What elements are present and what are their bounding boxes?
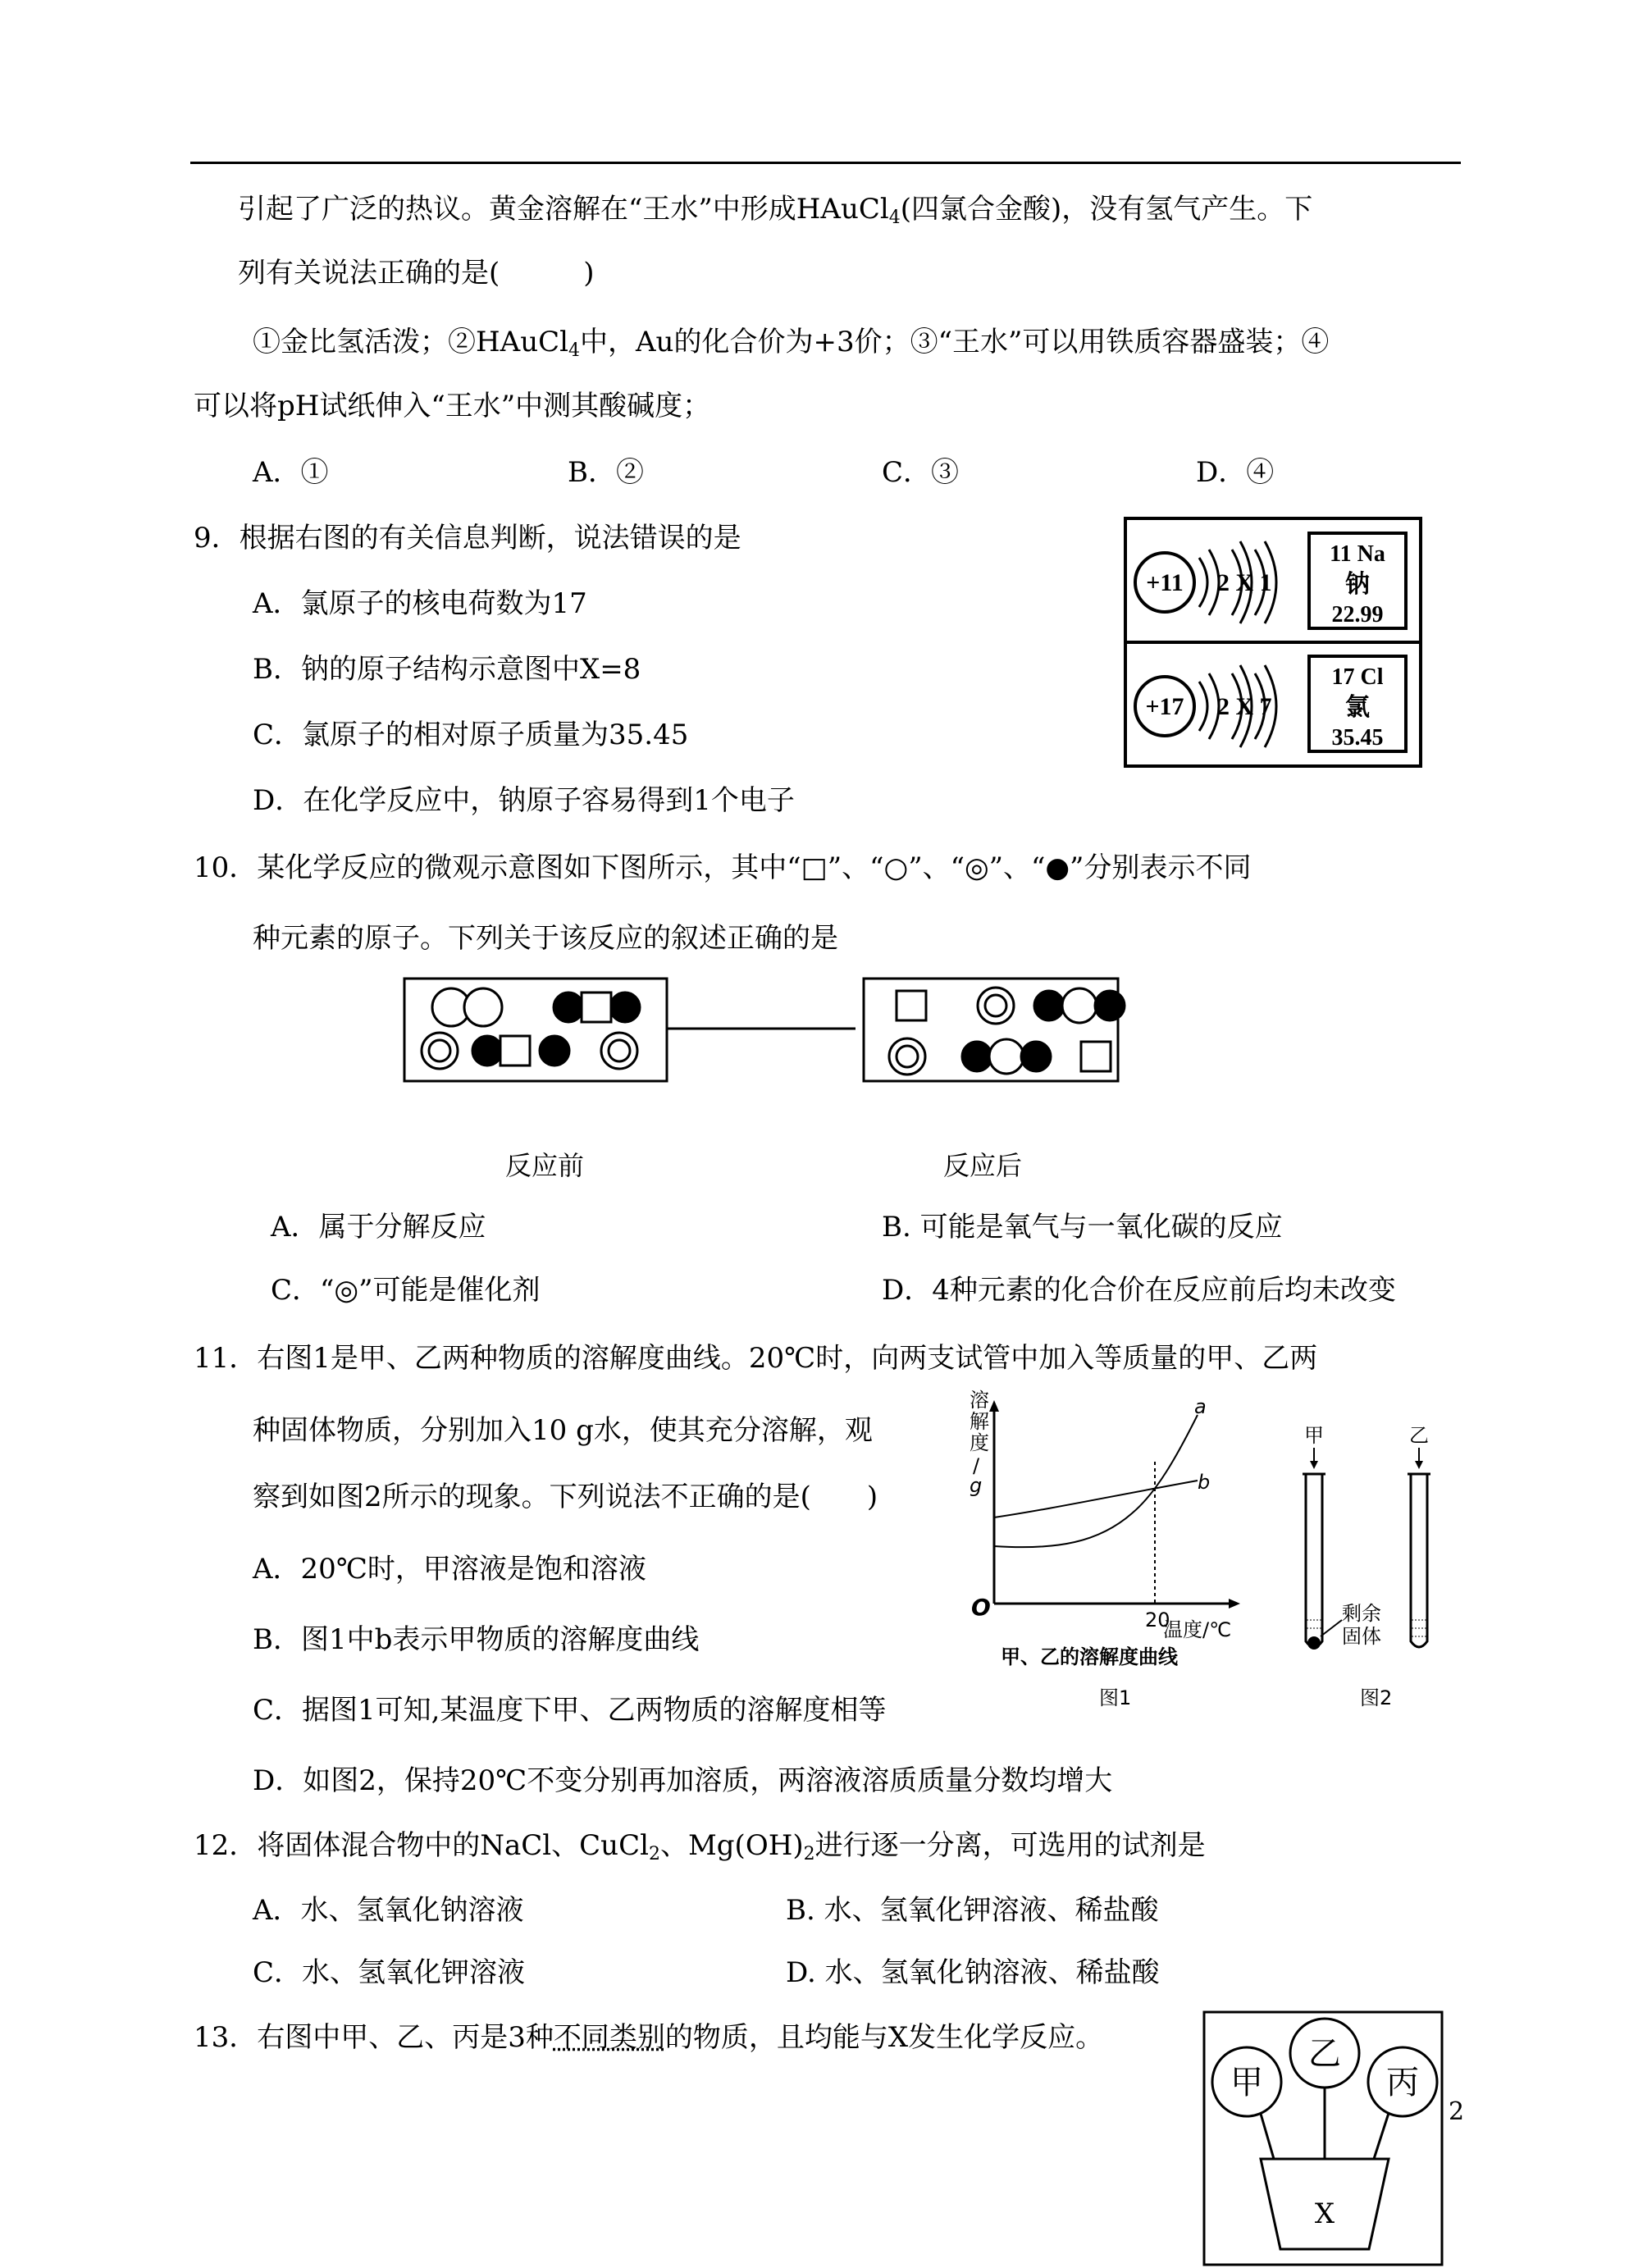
residue-label-2: 固体 bbox=[1342, 1625, 1381, 1648]
q8-line-1: 引起了广泛的热议。黄金溶解在“王水”中形成HAuCl$_4$(四氯合金酸)，没有氢气产生。下 bbox=[238, 193, 1313, 228]
tube-jia bbox=[1306, 1474, 1322, 1647]
na-shell-electrons: 2 X 1 bbox=[1217, 569, 1272, 596]
q9-option-a: A．氯原子的核电荷数为17 bbox=[253, 587, 587, 620]
q9-stem: 9．根据右图的有关信息判断，说法错误的是 bbox=[194, 522, 741, 554]
q12-option-c: C．水、氢氧化钾溶液 bbox=[253, 1956, 526, 1989]
q12-option-b: B. 水、氢氧化钾溶液、稀盐酸 bbox=[786, 1894, 1159, 1927]
page-number: 2 bbox=[1449, 2097, 1465, 2126]
q11-option-c: C．据图1可知,某温度下甲、乙两物质的溶解度相等 bbox=[253, 1694, 887, 1727]
q13-stem: 13．右图中甲、乙、丙是3种不同类别的物质，且均能与X发生化学反应。 bbox=[194, 2021, 1104, 2054]
q11-stem-1: 11．右图1是甲、乙两种物质的溶解度曲线。20℃时，向两支试管中加入等质量的甲、乙两 bbox=[194, 1342, 1318, 1375]
q12-option-a: A．水、氢氧化钠溶液 bbox=[253, 1894, 524, 1927]
q10-stem-2: 种元素的原子。下列关于该反应的叙述正确的是 bbox=[253, 922, 838, 955]
q11-option-a: A．20℃时，甲溶液是饱和溶液 bbox=[253, 1553, 646, 1586]
na-number-symbol: 11 Na bbox=[1330, 541, 1385, 567]
cl-mass: 35.45 bbox=[1331, 725, 1384, 751]
header-rule bbox=[190, 162, 1461, 164]
q8-option-d: D．④ bbox=[1196, 456, 1275, 489]
jia-label: 甲 bbox=[1230, 2064, 1263, 2101]
cl-number-symbol: 17 Cl bbox=[1331, 664, 1384, 690]
q10-option-c: C．“◎”可能是催化剂 bbox=[271, 1274, 541, 1307]
x-axis-label: 温度/℃ bbox=[1163, 1618, 1232, 1641]
y-axis-label-1: 溶 bbox=[970, 1389, 989, 1412]
fig1-label: 图1 bbox=[1099, 1686, 1132, 1709]
tube-jia-label: 甲 bbox=[1304, 1424, 1324, 1447]
residue-label-1: 剩余 bbox=[1342, 1602, 1381, 1625]
atom-structure-figure bbox=[1124, 517, 1427, 771]
y-axis-label-3: 度 bbox=[970, 1431, 989, 1454]
curve-b-label: b bbox=[1198, 1471, 1211, 1494]
y-axis-label-2: 解 bbox=[970, 1410, 989, 1433]
cl-shell-electrons: 2 X 7 bbox=[1217, 693, 1272, 720]
tube-yi-label: 乙 bbox=[1409, 1424, 1429, 1447]
q8-line-4: 可以将pH试纸伸入“王水”中测其酸碱度； bbox=[194, 390, 711, 422]
yi-label: 乙 bbox=[1308, 2035, 1341, 2073]
after-label: 反应后 bbox=[943, 1150, 1023, 1181]
q11-option-b: B．图1中b表示甲物质的溶解度曲线 bbox=[253, 1623, 700, 1656]
q13-stem-underlined: 不同类别 bbox=[553, 2021, 665, 2054]
y-axis-label-4: / bbox=[973, 1454, 980, 1477]
q8-option-a: A．① bbox=[253, 456, 329, 489]
chart-title: 甲、乙的溶解度曲线 bbox=[1001, 1645, 1178, 1668]
x-label: X bbox=[1314, 2197, 1335, 2230]
q12-stem: 12．将固体混合物中的NaCl、CuCl$_2$、$Mg(OH)_2$进行逐一分离，可选用的试剂是 bbox=[194, 1829, 1206, 1864]
na-mass: 22.99 bbox=[1331, 602, 1384, 627]
curve-a-label: a bbox=[1194, 1395, 1207, 1418]
q10-option-a: A．属于分解反应 bbox=[271, 1211, 486, 1244]
q9-option-d: D．在化学反应中，钠原子容易得到1个电子 bbox=[253, 784, 795, 817]
q9-option-b: B．钠的原子结构示意图中X=8 bbox=[253, 653, 641, 686]
before-label: 反应前 bbox=[505, 1150, 585, 1181]
y-axis-label-5: g bbox=[970, 1474, 983, 1497]
flower-pot-figure bbox=[1202, 2010, 1448, 2268]
curve-a bbox=[994, 1415, 1198, 1547]
q10-option-d: D．4种元素的化合价在反应前后均未改变 bbox=[882, 1274, 1396, 1307]
x-tick-20: 20 bbox=[1145, 1609, 1170, 1631]
reaction-diagram bbox=[400, 974, 1155, 1163]
origin-label: O bbox=[971, 1594, 991, 1621]
q8-option-c: C．③ bbox=[882, 456, 960, 489]
fig2-label: 图2 bbox=[1360, 1686, 1393, 1709]
q11-option-d: D．如图2，保持20℃不变分别再加溶质，两溶液溶质质量分数均增大 bbox=[253, 1764, 1113, 1797]
cl-name: 氯 bbox=[1345, 694, 1370, 721]
q9-option-c: C．氯原子的相对原子质量为35.45 bbox=[253, 719, 689, 751]
na-name: 钠 bbox=[1345, 571, 1370, 598]
tube-yi bbox=[1411, 1474, 1427, 1647]
solubility-figure bbox=[951, 1382, 1460, 1710]
q11-stem-3: 察到如图2所示的现象。下列说法不正确的是( ) bbox=[253, 1481, 878, 1513]
q8-line-2: 列有关说法正确的是( ) bbox=[238, 257, 595, 290]
na-nucleus-charge: +11 bbox=[1146, 569, 1184, 596]
q10-stem-1: 10．某化学反应的微观示意图如下图所示，其中“□”、“○”、“◎”、“●”分别表示不同 bbox=[194, 851, 1252, 884]
curve-b bbox=[994, 1481, 1198, 1517]
bing-label: 丙 bbox=[1386, 2064, 1419, 2101]
q8-line-3: ①金比氢活泼；②HAuCl$_4$中，Au的化合价为+3价；③“王水”可以用铁质容器盛装；④ bbox=[253, 326, 1330, 361]
q10-option-b: B. 可能是氧气与一氧化碳的反应 bbox=[882, 1211, 1283, 1244]
q11-stem-2: 种固体物质，分别加入10 g水，使其充分溶解，观 bbox=[253, 1414, 873, 1447]
residue-solid bbox=[1307, 1636, 1321, 1650]
q12-option-d: D. 水、氢氧化钠溶液、稀盐酸 bbox=[786, 1956, 1160, 1989]
q8-option-b: B．② bbox=[568, 456, 644, 489]
cl-nucleus-charge: +17 bbox=[1145, 693, 1184, 720]
